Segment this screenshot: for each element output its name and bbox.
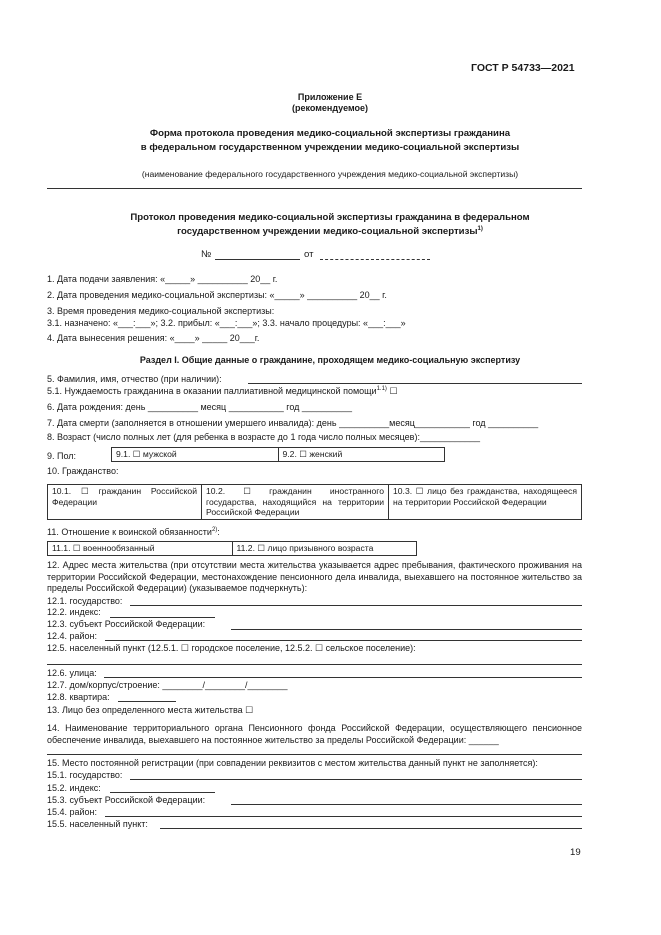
item-12-1-line [130,605,582,606]
item-15-3-line [231,804,582,805]
item-12-2-line [110,617,215,618]
appendix-title: Приложение Е [297,92,363,102]
item-15-1-line [130,779,582,780]
item-12-5-line [47,664,582,665]
item-15-5-line [160,828,582,829]
item-12-3-line [231,629,582,630]
item-3-times: 3.1. назначено: «___:___»; 3.2. прибыл: «___:___»; 3.3. начало процедуры: «___:___» [47,318,406,328]
item-12-6: 12.6. улица: [47,668,97,678]
item-15-3: 15.3. субъект Российской Федерации: [47,795,206,805]
item-12-2: 12.2. индекс: [47,607,101,617]
item-14-line [47,754,582,755]
item-13: 13. Лицо без определенного места жительства ☐ [47,705,254,715]
standard-number: ГОСТ Р 54733—2021 [471,62,575,74]
item-5-1: 5.1. Нуждаемость гражданина в оказании паллиативной медицинской помощи$^{1.1)}$ ☐ [47,386,398,396]
from-label: от [304,249,314,260]
item-1: 1. Дата подачи заявления: «_____» __________ 20__ г. [47,274,278,284]
item-12-8: 12.8. квартира: [47,692,110,702]
form-title-line1: Форма протокола проведения медико-социальной экспертизы гражданина [149,128,511,139]
checkbox-icon[interactable]: ☐ [389,386,398,396]
item-10-label: 10. Гражданство: [47,466,119,476]
citizenship-russian-option[interactable]: 10.1. ☐ гражданин Российской Федерации [48,485,202,520]
protocol-title-line1: Протокол проведения медико-социальной экспертизы гражданина в федеральном [130,212,530,223]
gender-table [111,447,445,462]
citizenship-foreign-option[interactable]: 10.2. ☐ гражданин иностранного государства, находящийся на территории Российской Федерации [202,485,389,520]
military-table [47,541,417,556]
institution-caption: (наименование федерального государственного учреждения медико-социальной экспертизы) [141,169,519,179]
section-1-title: Раздел I. Общие данные о гражданине, проходящем медико-социальную экспертизу [139,355,521,365]
military-conscription-age-option[interactable]: 11.2. ☐ лицо призывного возраста [232,542,417,556]
item-4: 4. Дата вынесения решения: «____» _____ 20___г. [47,333,260,343]
item-15-5: 15.5. населенный пункт: [47,819,148,829]
number-sign: № [201,249,212,260]
gender-female-option[interactable]: 9.2. ☐ женский [278,448,445,462]
item-12-1: 12.1. государство: [47,596,123,606]
item-15-1: 15.1. государство: [47,770,123,780]
item-5: 5. Фамилия, имя, отчество (при наличии): [47,374,222,384]
appendix-note: (рекомендуемое) [292,103,368,113]
citizenship-table [47,484,582,520]
item-15-4-line [105,816,582,817]
item-7: 7. Дата смерти (заполняется в отношении умершего инвалида): день __________месяц___________ год __________ [47,418,539,428]
item-12-5: 12.5. населенный пункт (12.5.1. ☐ городское поселение, 12.5.2. ☐ сельское поселение): [47,643,416,653]
item-5-line [248,383,582,384]
item-15: 15. Место постоянной регистрации (при совпадении реквизитов с местом жительства данный пункт не заполняется): [47,758,538,768]
item-14: 14. Наименование территориального органа Пенсионного фонда Российской Федерации, осуществляющего пенсионное обеспечение инвалида, выехавшего на постоянное жительство за пределы Российской Федерации: ______ [47,723,582,745]
protocol-number-line [215,259,300,260]
item-12-3: 12.3. субъект Российской Федерации: [47,619,206,629]
item-12-8-line [118,701,176,702]
military-liable-option[interactable]: 11.1. ☐ военнообязанный [48,542,233,556]
item-2: 2. Дата проведения медико-социальной экспертизы: «_____» __________ 20__ г. [47,290,387,300]
item-3: 3. Время проведения медико-социальной экспертизы: [47,306,275,316]
page-number: 19 [570,847,581,858]
item-11-label: 11. Отношение к воинской обязанности$^{2)}$: [47,527,220,537]
item-12: 12. Адрес места жительства (при отсутствии места жительства указывается адрес пребывания, фактического проживания на территории Российской Федерации, местонахождение пенсионного дела инвалида, выехавшего на постоянное жительство за пределы Российской Федерации) (указываемое подчеркнуть): [47,560,582,593]
protocol-title-line2: государственном учреждении медико-социальной экспертизы$^{1)}$ [177,226,483,238]
item-12-6-line [104,677,582,678]
item-12-4: 12.4. район: [47,631,98,641]
form-title-line2: в федеральном государственном учреждении медико-социальной экспертизы [140,142,520,153]
item-12-7: 12.7. дом/корпус/строение: ________/________/________ [47,680,288,690]
citizenship-stateless-option[interactable]: 10.3. ☐ лицо без гражданства, находящееся на территории Российской Федерации [389,485,582,520]
protocol-date-line [320,259,430,260]
institution-line [47,188,582,189]
item-8: 8. Возраст (число полных лет (для ребенка в возрасте до 1 года число полных месяцев):____________ [47,432,481,442]
item-12-4-line [105,640,582,641]
item-15-2: 15.2. индекс: [47,783,101,793]
item-9-label: 9. Пол: [47,451,77,461]
gender-male-option[interactable]: 9.1. ☐ мужской [112,448,279,462]
item-15-2-line [110,792,215,793]
item-15-4: 15.4. район: [47,807,98,817]
item-6: 6. Дата рождения: день __________ месяц ___________ год __________ [47,402,352,412]
